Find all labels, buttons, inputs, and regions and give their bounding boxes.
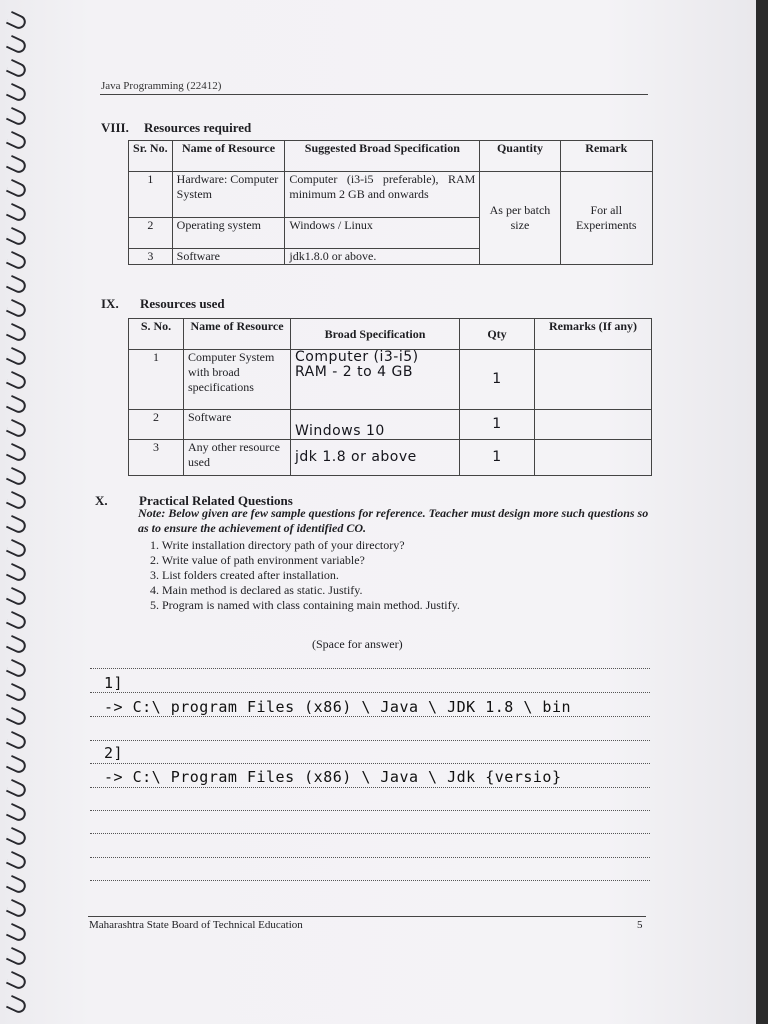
teacher-note: Note: Below given are few sample questions for reference. Teacher must design more such questions so as to ensure the achievement of identified CO.	[138, 506, 649, 535]
cell-name: Software	[172, 249, 285, 265]
cell-remark: For all Experiments	[560, 172, 652, 265]
handwritten-qty: 1	[492, 416, 502, 432]
cell-name: Any other resource used	[184, 440, 291, 476]
cell-quantity: As per batch size	[480, 172, 560, 265]
cell-qty	[460, 350, 535, 410]
section-10-number: X.	[95, 493, 108, 508]
cell-remarks	[535, 410, 652, 440]
col-header-sno: S. No.	[129, 319, 184, 350]
question-list	[150, 538, 460, 613]
cell-name: Software	[184, 410, 291, 440]
col-header-name: Name of Resource	[172, 141, 285, 172]
cell-qty	[460, 410, 535, 440]
cell-qty	[460, 440, 535, 476]
answer-2-number: 2]	[104, 744, 124, 762]
resources-required-table	[128, 140, 653, 265]
answer-space-label: (Space for answer)	[312, 637, 403, 651]
cell-sr: 2	[129, 218, 173, 249]
cell-spec	[291, 440, 460, 476]
cell-name: Operating system	[172, 218, 285, 249]
question-item: 5. Program is named with class containing main method. Justify.	[150, 598, 460, 612]
cell-spec: Computer (i3-i5 preferable), RAM minimum 2 GB and onwards	[285, 172, 480, 218]
cell-remarks	[535, 440, 652, 476]
cell-name: Computer System with broad specifications	[184, 350, 291, 410]
answer-1-number: 1]	[104, 674, 124, 692]
col-header-name: Name of Resource	[184, 319, 291, 350]
handwritten-qty: 1	[492, 371, 502, 387]
col-header-sr-no: Sr. No.	[129, 141, 173, 172]
cell-remarks	[535, 350, 652, 410]
cell-spec	[291, 410, 460, 440]
section-9-title: Resources used	[140, 296, 225, 311]
header-divider	[100, 94, 648, 95]
col-header-spec: Suggested Broad Specification	[285, 141, 480, 172]
col-header-qty: Qty	[460, 319, 535, 350]
table-row	[129, 410, 652, 440]
cell-spec: Windows / Linux	[285, 218, 480, 249]
document-header-title: Java Programming (22412)	[101, 80, 222, 92]
answer-2-text: -> C:\ Program Files (x86) \ Java \ Jdk {versio}	[104, 768, 562, 786]
question-item: 2. Write value of path environment variable?	[150, 553, 365, 567]
cell-spec	[291, 350, 460, 410]
resources-used-table	[128, 318, 652, 476]
handwritten-spec-line-1: Windows 10	[295, 423, 385, 439]
question-item: 1. Write installation directory path of your directory?	[150, 538, 405, 552]
cell-name: Hardware: Computer System	[172, 172, 285, 218]
table-row	[129, 440, 652, 476]
question-item: 4. Main method is declared as static. Justify.	[150, 583, 363, 597]
cell-sr: 1	[129, 172, 173, 218]
section-10-title: Practical Related Questions	[139, 493, 293, 508]
cell-sr: 1	[129, 350, 184, 410]
footer-board-name: Maharashtra State Board of Technical Education	[89, 919, 303, 931]
handwritten-spec-line-1: jdk 1.8 or above	[295, 449, 417, 465]
handwritten-spec-line-1: Computer (i3-i5)	[295, 349, 419, 365]
col-header-remarks: Remarks (If any)	[535, 319, 652, 350]
page-number: 5	[637, 919, 643, 931]
col-header-remark: Remark	[560, 141, 652, 172]
handwritten-qty: 1	[492, 449, 502, 465]
col-header-quantity: Quantity	[480, 141, 560, 172]
handwritten-spec-line-2: RAM - 2 to 4 GB	[295, 364, 413, 380]
cell-sr: 2	[129, 410, 184, 440]
cell-spec: jdk1.8.0 or above.	[285, 249, 480, 265]
section-9-number: IX.	[101, 296, 119, 311]
table-row	[129, 172, 653, 218]
question-item: 3. List folders created after installation.	[150, 568, 339, 582]
section-8-number: VIII.	[101, 120, 129, 135]
cell-sr: 3	[129, 249, 173, 265]
footer-divider	[88, 916, 646, 917]
cell-sr: 3	[129, 440, 184, 476]
answer-1-text: -> C:\ program Files (x86) \ Java \ JDK 1.8 \ bin	[104, 698, 572, 716]
section-8-title: Resources required	[144, 120, 252, 135]
col-header-broad-spec: Broad Specification	[291, 319, 460, 350]
table-row	[129, 350, 652, 410]
